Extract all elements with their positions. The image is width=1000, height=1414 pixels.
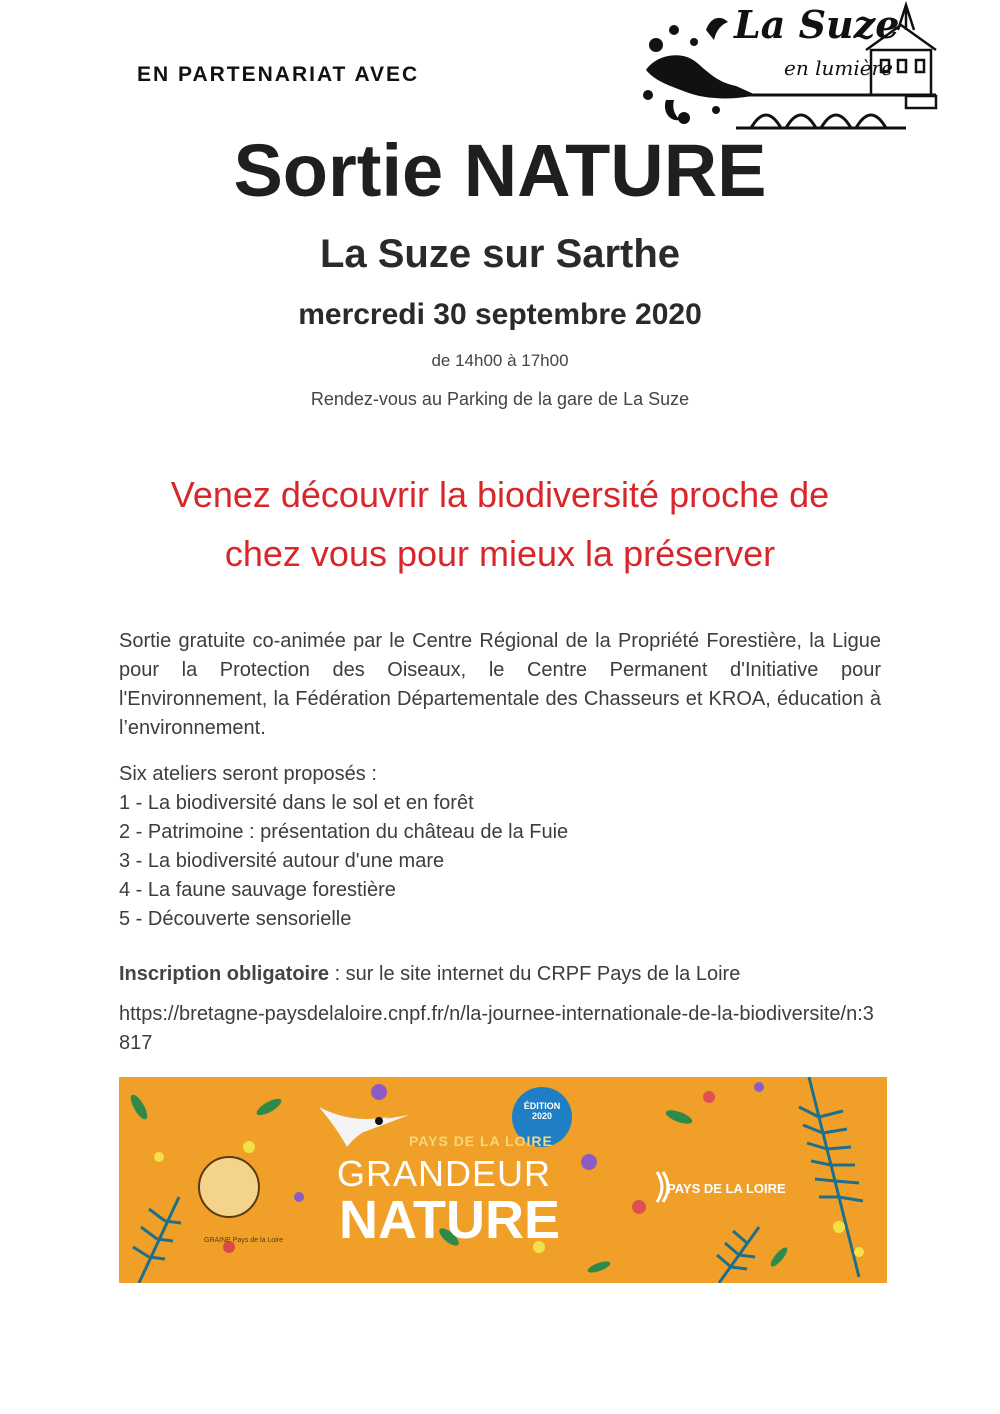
edition-badge: ÉDITION 2020	[523, 1101, 561, 1121]
event-title: Sortie NATURE	[233, 129, 767, 212]
registration-text: : sur le site internet du CRPF Pays de la Loire	[329, 963, 741, 985]
workshop-list	[119, 760, 881, 934]
grandeur-nature-banner	[119, 1077, 887, 1283]
list-item: 1 - La biodiversité dans le sol et en forêt	[119, 792, 474, 814]
graine-logo-text: GRAINE Pays de la Loire	[204, 1237, 283, 1244]
event-place: La Suze sur Sarthe	[319, 232, 681, 276]
la-suze-en-lumiere-logo	[636, 0, 946, 140]
tagline-line-1: Venez découvrir la biodiversité proche de	[170, 474, 830, 515]
description-paragraph: Sortie gratuite co-animée par le Centre Régional de la Propriété Forestière, la Ligue pour la Protection des Oiseaux, le Centre Permanent d'Initiative pour l'Environnement, la Fédération Départementale des Chasseurs et KROA, éducation à l’environnement.	[119, 630, 881, 739]
list-item: 5 - Découverte sensorielle	[119, 908, 352, 930]
workshop-intro: Six ateliers seront proposés :	[119, 763, 377, 785]
list-item: 3 - La biodiversité autour d'une mare	[119, 850, 445, 872]
tagline	[100, 465, 900, 583]
logo-graphic	[636, 0, 946, 140]
partner-label: EN PARTENARIAT AVEC	[137, 63, 420, 86]
tagline-line-2: chez vous pour mieux la préserver	[224, 533, 776, 574]
region-logo-text: PAYS DE LA LOIRE	[667, 1181, 786, 1196]
list-item: 2 - Patrimoine : présentation du château de la Fuie	[119, 821, 569, 843]
meeting-point: Rendez-vous au Parking de la gare de La Suze	[310, 389, 690, 409]
banner-region-label: PAYS DE LA LOIRE	[409, 1133, 553, 1149]
logo-subtitle-text: en lumière	[784, 56, 893, 80]
logo-title-text: La Suze	[734, 2, 900, 47]
banner-title-line-2: NATURE	[339, 1190, 560, 1250]
event-time: de 14h00 à 17h00	[431, 351, 569, 370]
registration-label: Inscription obligatoire	[119, 963, 330, 985]
registration-line	[119, 960, 881, 989]
registration-url[interactable]: https://bretagne-paysdelaloire.cnpf.fr/n/la-journee-internationale-de-la-biodiversite/n:3817	[119, 1003, 874, 1054]
event-date: mercredi 30 septembre 2020	[298, 298, 702, 331]
banner-title-line-1: GRANDEUR	[337, 1153, 552, 1194]
list-item: 4 - La faune sauvage forestière	[119, 879, 396, 901]
